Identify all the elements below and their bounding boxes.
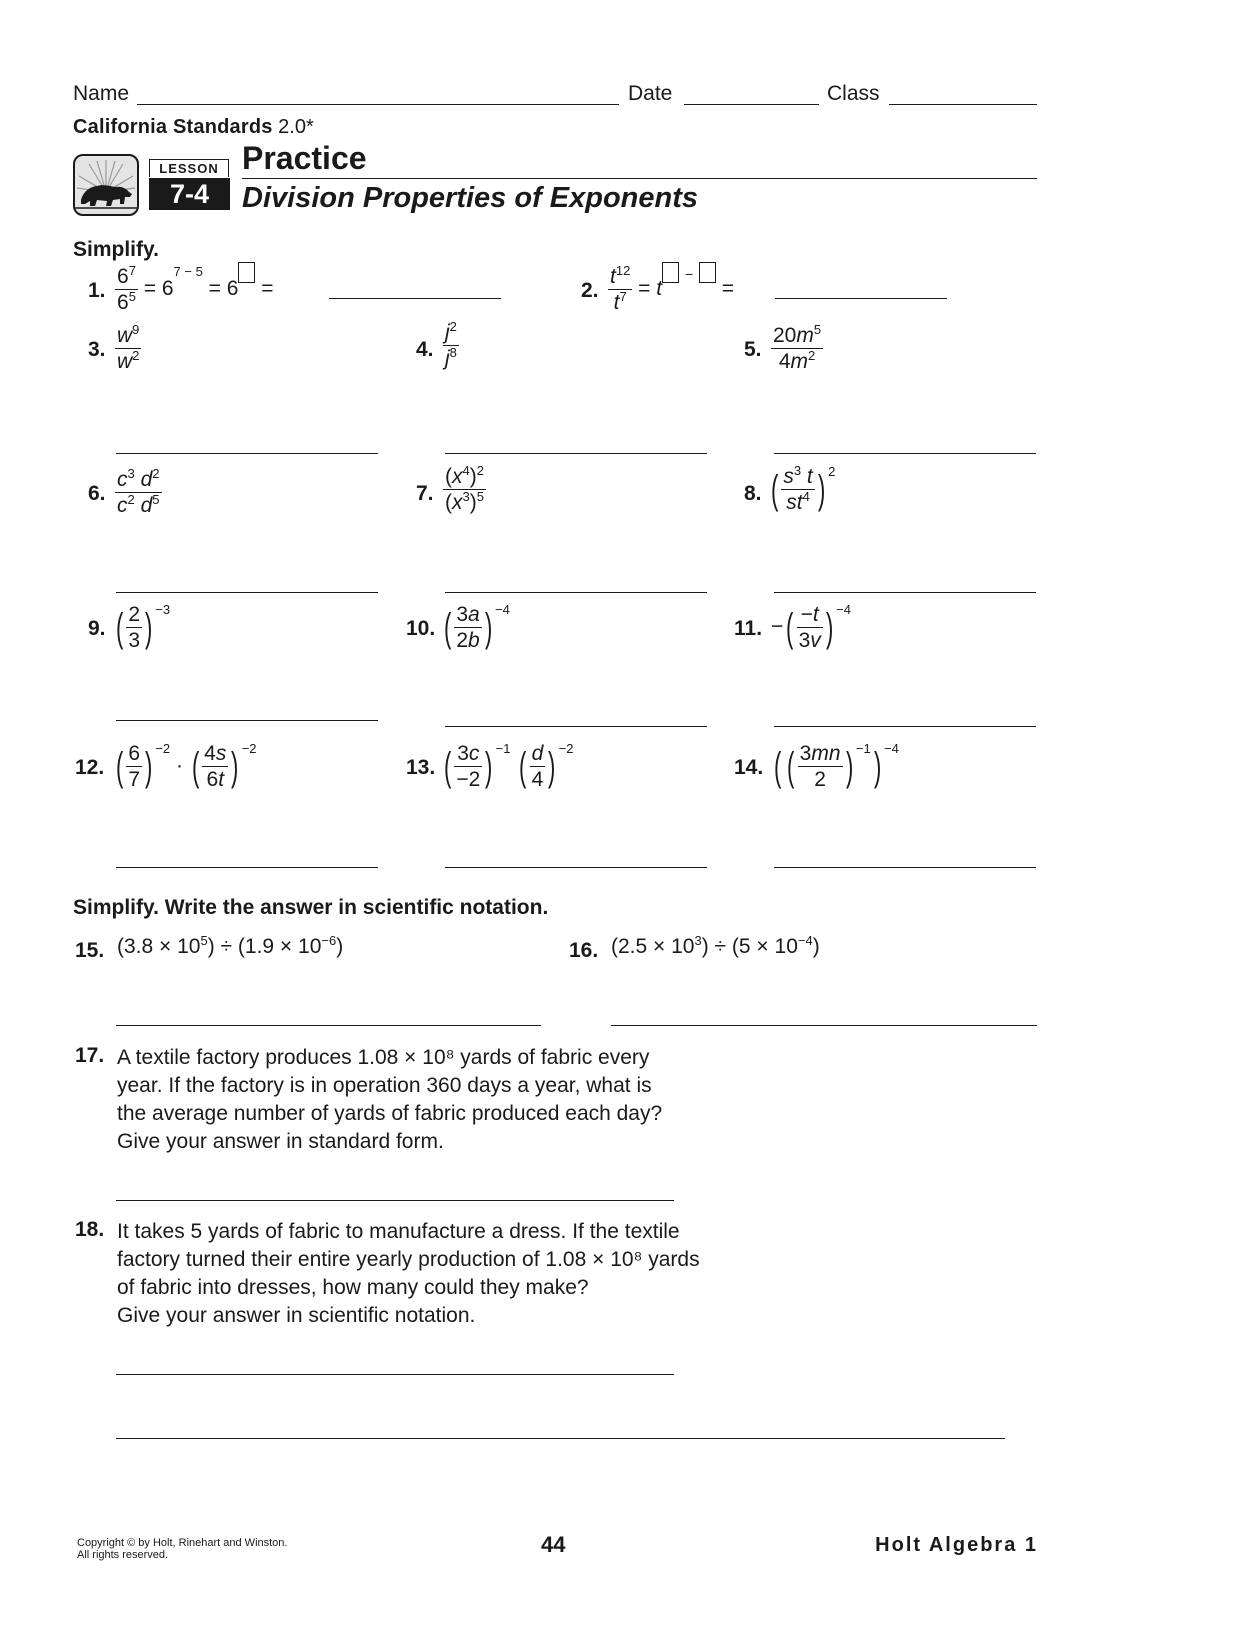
problem-1-number: 1. — [88, 279, 106, 302]
answer-line-8[interactable] — [774, 592, 1036, 593]
problem-17-number: 17. — [75, 1044, 105, 1067]
standards — [73, 116, 314, 139]
section-instruction-2: Simplify. Write the answer in scientific notation. — [73, 896, 549, 919]
problem-6-number: 6. — [88, 482, 106, 505]
problem-12-number: 12. — [75, 756, 105, 779]
answer-line-9[interactable] — [116, 720, 378, 721]
problem-2-number: 2. — [581, 279, 599, 302]
title-rule — [242, 178, 1037, 179]
problem-8-number: 8. — [744, 482, 762, 505]
answer-line-18[interactable] — [116, 1374, 674, 1375]
bear-logo-icon — [73, 154, 139, 216]
name-label: Name — [73, 82, 130, 105]
problem-5-number: 5. — [744, 338, 762, 361]
date-field[interactable] — [684, 104, 819, 105]
copyright: Copyright © by Holt, Rinehart and Winston. All rights reserved. — [77, 1537, 288, 1561]
answer-line-17[interactable] — [116, 1200, 674, 1201]
problem-6-expression: $\frac{c^3 d^2}{c^2 d^5}$ — [117, 466, 160, 517]
problem-16-number: 16. — [569, 939, 599, 962]
problem-7-expression: $\frac{(x^4)^2}{(x^3)^5}$ — [445, 463, 484, 514]
book-title: Holt Algebra 1 — [875, 1534, 1038, 1556]
answer-line-6[interactable] — [116, 592, 378, 593]
problem-18-text: It takes 5 yards of fabric to manufacture a dress. If the textile factory turned their entire yearly production of 1.08 × 10⁸ yards of fabric into dresses, how many could they make? Give your answer in scientific notation. — [117, 1220, 700, 1327]
answer-line-7[interactable] — [445, 592, 707, 593]
problem-11-expression: −( $\frac{-t}{3v}$ ) $^{-4}$ — [771, 602, 851, 652]
page-number: 44 — [541, 1532, 566, 1557]
problem-10-expression: ( $\frac{3a}{2b}$ ) $^{-4}$ — [443, 602, 510, 652]
problem-3-number: 3. — [88, 338, 106, 361]
answer-line-15[interactable] — [116, 1025, 541, 1026]
problem-14-number: 14. — [734, 756, 764, 779]
answer-line-16[interactable] — [611, 1025, 1037, 1026]
problem-15-number: 15. — [75, 939, 105, 962]
answer-box[interactable] — [662, 262, 679, 283]
problem-4-expression: $\frac{j^2}{j^8}$ — [445, 319, 457, 370]
problem-12-expression: ( $\frac{6}{7}$ ) $^{-2}$ · ( $\frac{4s}{6t}$ ) $^{-2}$ — [115, 741, 257, 791]
problem-2-expression: $\frac{t^{12}}{t^7}$ = t − = — [610, 263, 735, 314]
problem-16-expression: $(2.5 \times 10^3) \div (5 \times 10^{-4})$ — [611, 933, 820, 958]
problem-10-number: 10. — [406, 617, 436, 640]
problem-13-number: 13. — [406, 756, 436, 779]
answer-line-5[interactable] — [774, 453, 1036, 454]
section-instruction: Simplify. — [73, 238, 159, 261]
page-subtitle: Division Properties of Exponents — [242, 182, 699, 214]
problem-17-text: A textile factory produces 1.08 × 10⁸ yards of fabric every year. If the factory is in operation 360 days a year, what is the average number of yards of fabric produced each day? Give your answer in standard form. — [117, 1046, 663, 1153]
problem-9-expression: ( $\frac{2}{3}$ ) $^{-3}$ — [115, 602, 171, 652]
answer-box[interactable] — [238, 262, 255, 283]
answer-line-11[interactable] — [774, 726, 1036, 727]
problem-18-number: 18. — [75, 1218, 105, 1241]
problem-4-number: 4. — [416, 338, 434, 361]
problem-9-number: 9. — [88, 617, 106, 640]
class-label: Class — [827, 82, 880, 105]
problem-3-expression: $\frac{w^9}{w^2}$ — [117, 322, 140, 373]
name-field[interactable] — [137, 104, 619, 105]
problem-15-expression: $(3.8 \times 10^5) \div (1.9 \times 10^{-6})$ — [117, 933, 344, 958]
answer-line-4[interactable] — [445, 453, 707, 454]
answer-line-extra[interactable] — [116, 1438, 1005, 1439]
problem-1-expression: $\frac{6^7}{6^5}$ = $6^{7 - 5} = 6$ = — [117, 263, 274, 314]
answer-line-3[interactable] — [116, 453, 378, 454]
answer-line-12[interactable] — [116, 867, 378, 868]
lesson-word: LESSON — [149, 159, 229, 177]
problem-5-expression: $\frac{20m^5}{4m^2}$ — [773, 322, 822, 373]
standards-label: California Standards — [73, 116, 273, 138]
page-title: Practice — [242, 140, 367, 176]
class-field[interactable] — [889, 104, 1037, 105]
problem-11-number: 11. — [734, 617, 763, 640]
lesson-number: 7-4 — [149, 178, 230, 210]
answer-line-1[interactable] — [329, 298, 501, 299]
answer-line-13[interactable] — [445, 867, 707, 868]
problem-8-expression: ( $\frac{s^3 t}{st^4}$ ) $^2$ — [770, 463, 836, 514]
answer-box[interactable] — [699, 262, 716, 283]
problem-7-number: 7. — [416, 482, 434, 505]
problem-13-expression: ( $\frac{3c}{-2}$ ) $^{-1}$ ( $\frac{d}{4}$ ) $^{-2}$ — [443, 741, 574, 791]
standards-value: 2.0* — [278, 116, 314, 138]
answer-line-2[interactable] — [775, 298, 947, 299]
answer-line-10[interactable] — [445, 726, 707, 727]
problem-14-expression: ( ( $\frac{3mn}{2}$ ) $^{-1}$) $^{-4}$ — [773, 741, 899, 791]
date-label: Date — [628, 82, 673, 105]
answer-line-14[interactable] — [774, 867, 1036, 868]
